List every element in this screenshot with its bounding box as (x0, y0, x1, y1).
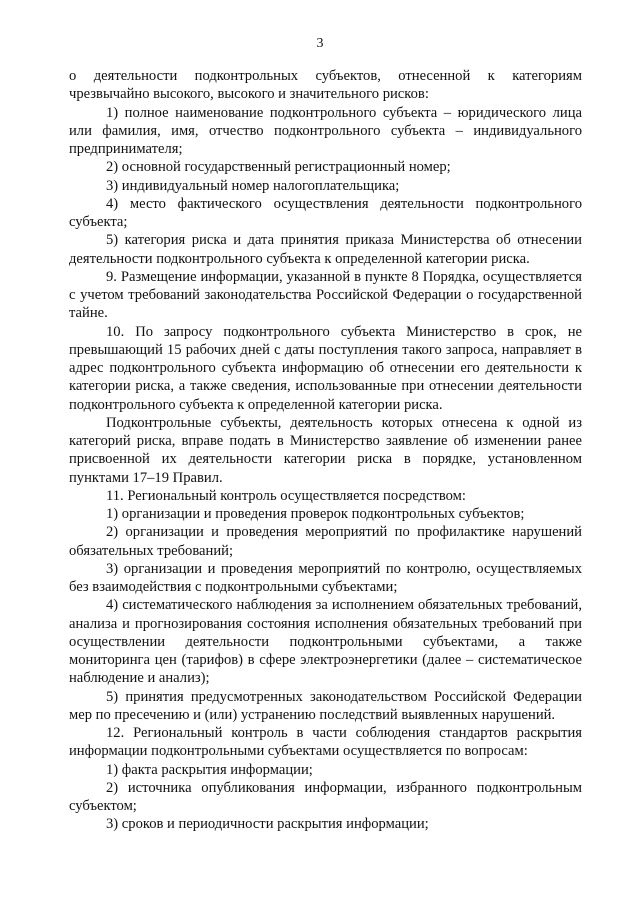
paragraph: 5) категория риска и дата принятия приказа Министерства об отнесении деятельности подконтрольного субъекта к определенной категории риска. (69, 232, 582, 267)
paragraph: 1) полное наименование подконтрольного субъекта – юридического лица или фамилия, имя, отчество подконтрольного субъекта – индивидуального предпринимателя; (69, 104, 582, 157)
paragraph: 2) организации и проведения мероприятий по профилактике нарушений обязательных требований; (69, 524, 582, 559)
paragraph: 5) принятия предусмотренных законодательством Российской Федерации мер по пресечению и (или) устранению последствий выявленных нарушений. (69, 688, 582, 723)
paragraph: 2) основной государственный регистрационный номер; (106, 159, 451, 176)
paragraph: 10. По запросу подконтрольного субъекта Министерство в срок, не превышающий 15 рабочих дней с даты поступления такого запроса, направляет в адрес подконтрольного субъекта информацию об отнесении его деятельности к категории риска, а также сведения, использованные при отнесении деятельности подконтрольного субъекта к определенной категории риска. (69, 323, 582, 413)
paragraph: Подконтрольные субъекты, деятельность которых отнесена к одной из категорий риска, вправе подать в Министерство заявление об изменении ранее присвоенной их деятельности категории риска в порядке, установленном пунктами 17–19 Правил. (69, 414, 582, 486)
paragraph: о деятельности подконтрольных субъектов, отнесенной к категориям чрезвычайно высокого, высокого и значительного рисков: (69, 68, 582, 103)
paragraph: 11. Региональный контроль осуществляется посредством: (106, 487, 466, 504)
paragraph: 12. Региональный контроль в части соблюдения стандартов раскрытия информации подконтрольными субъектами осуществляется по вопросам: (69, 725, 582, 760)
page-number: 3 (316, 36, 324, 51)
paragraph: 2) источника опубликования информации, избранного подконтрольным субъектом; (69, 779, 582, 814)
paragraph: 1) организации и проведения проверок подконтрольных субъектов; (106, 506, 525, 522)
paragraph: 4) систематического наблюдения за исполнением обязательных требований, анализа и прогнозирования состояния исполнения обязательных требований при осуществлении деятельности подконтрольными субъектами, а также мониторинга цен (тарифов) в сфере электроэнергетики (далее – систематическое наблюдение и анализ); (69, 597, 582, 687)
document-body (69, 67, 582, 834)
paragraph: 4) место фактического осуществления деятельности подконтрольного субъекта; (69, 195, 582, 230)
paragraph: 1) факта раскрытия информации; (106, 761, 313, 778)
paragraph: 3) сроков и периодичности раскрытия информации; (106, 816, 429, 833)
paragraph: 3) индивидуальный номер налогоплательщика; (106, 177, 400, 194)
paragraph: 9. Размещение информации, указанной в пункте 8 Порядка, осуществляется с учетом требований законодательства Российской Федерации о государственной тайне. (69, 268, 582, 322)
paragraph: 3) организации и проведения мероприятий по контролю, осуществляемых без взаимодействия с подконтрольными субъектами; (69, 560, 582, 595)
